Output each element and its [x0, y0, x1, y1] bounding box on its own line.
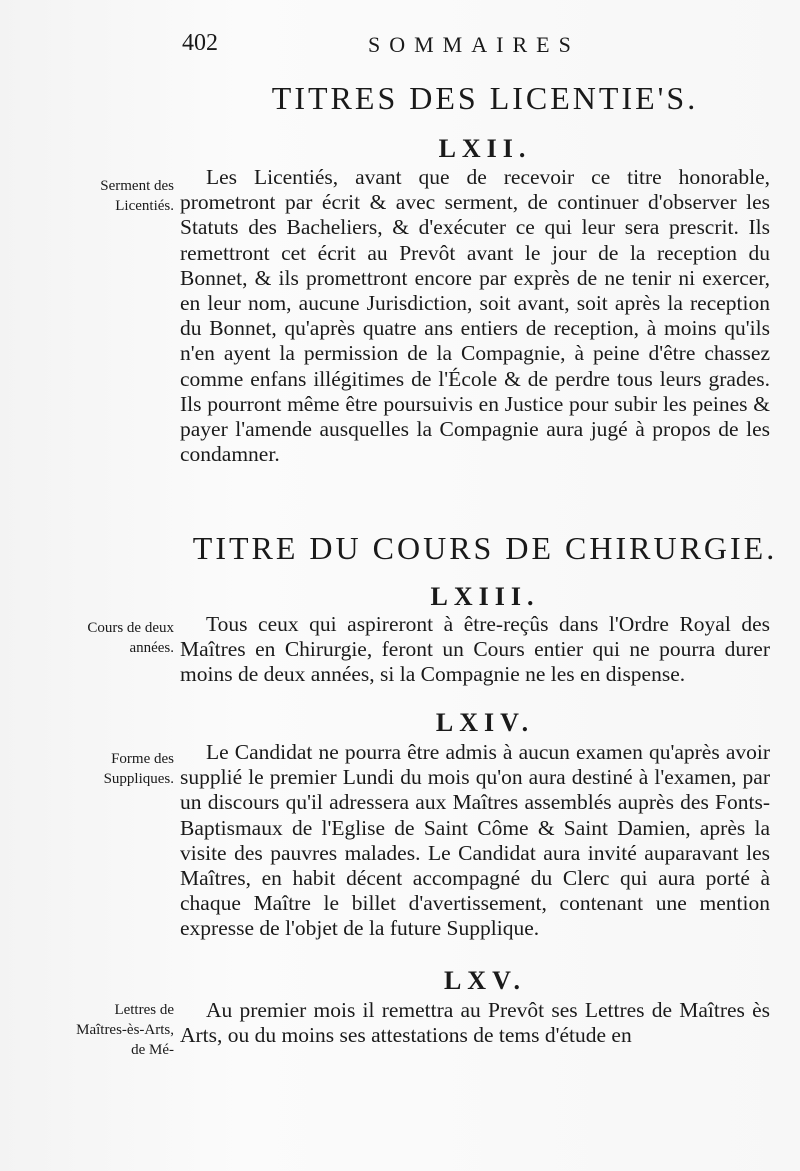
article-text-lxii: Les Licentiés, avant que de recevoir ce titre honorable, prometront par écrit & avec serment, de continuer d'observer les Statuts des Bacheliers, & d'exécuter ce qui leur sera prescrit. Ils remettront cet écrit au Prevôt avant le jour de la reception du Bonnet, & ils promettront encore par exprès de ne tenir ni exercer, en leur nom, aucune Jurisdiction, soit avant, soit après la reception du Bonnet, qu'après quatre ans entiers de reception, à moins qu'ils n'en ayent la permission de la Compagnie, à peine d'être chassez comme enfans illégitimes de l'École & de perdre tous leurs grades. Ils pourront même être poursuivis en Justice pour subir les peines & payer l'amende ausquelles la Compagnie aura jugé à propos de les condamner.: [180, 165, 770, 467]
article-number-lxiv: LXIV.: [435, 708, 535, 737]
margin-note-serment: Serment des Licentiés.: [100, 178, 174, 214]
margin-note-cours: Cours de deux années.: [87, 620, 174, 656]
article-number-lxv: LXV.: [443, 966, 527, 995]
margin-note-lettres: Lettres de Maîtres-ès-Arts, de Mé-: [76, 1002, 174, 1058]
page-header: [0, 30, 800, 60]
section-title-licenties: TITRES DES LICENTIE'S.: [271, 80, 699, 116]
article-text-lxiii: Tous ceux qui aspireront à être-reçûs dans l'Ordre Royal des Maîtres en Chirurgie, feront un Cours entier qui ne pourra durer moins de deux années, si la Compagnie ne les en dispense.: [180, 612, 770, 687]
article-text-lxiv: Le Candidat ne pourra être admis à aucun examen qu'après avoir supplié le premier Lundi du mois qu'on aura destiné à l'examen, par un discours qu'il adressera aux Maîtres assemblés auprès des Fonts-Baptismaux de l'Eglise de Saint Côme & Saint Damien, après la visite des pauvres malades. Le Candidat aura invité auparavant les Maîtres, en habit décent accompagné du Clerc qui aura porté à chaque Maître le billet d'avertissement, contenant une mention expresse de l'objet de la future Supplique.: [180, 740, 770, 941]
page-number: 402: [182, 30, 218, 56]
article-number-lxiii: LXIII.: [430, 582, 540, 611]
margin-note-suppliques: Forme des Suppliques.: [103, 751, 174, 787]
running-head: SOMMAIRES: [368, 32, 580, 57]
section-title-cours-chirurgie: TITRE DU COURS DE CHIRURGIE.: [192, 530, 778, 566]
article-text-lxv: Au premier mois il remettra au Prevôt ses Lettres de Maîtres ès Arts, ou du moins ses attestations de tems d'étude en: [180, 998, 770, 1048]
article-number-lxii: LXII.: [438, 134, 532, 163]
